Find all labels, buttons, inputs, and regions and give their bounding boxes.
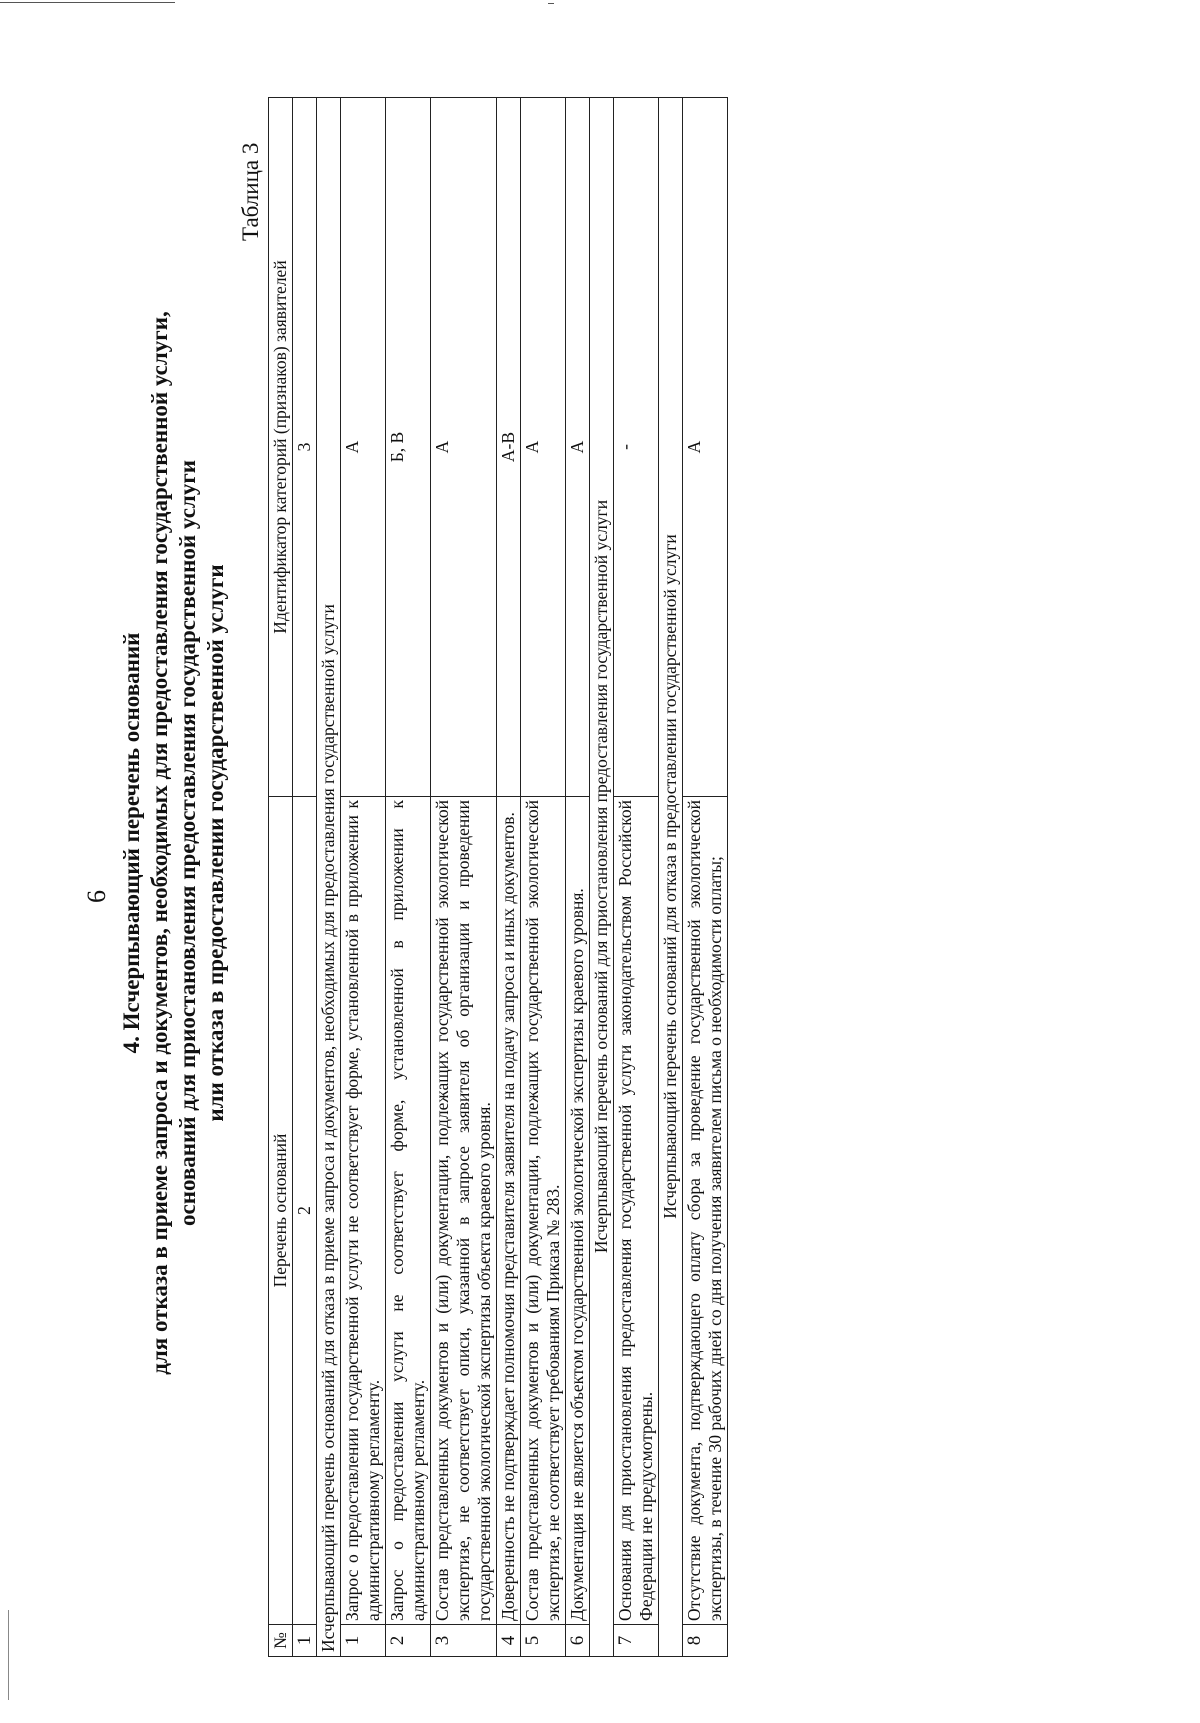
section-heading — [118, 153, 230, 1533]
row-category: А — [341, 98, 386, 797]
row-category: Б, В — [386, 98, 431, 797]
table-caption: Таблица 3 — [238, 142, 263, 241]
heading-line: или отказа в предоставлении государственной услуги — [203, 564, 228, 1122]
row-category: А — [683, 98, 728, 797]
heading-line: оснований для приостановления предоставления государственной услуги — [175, 459, 200, 1227]
section-title: Исчерпывающий перечень оснований для отказа в приеме запроса и документов, необходимых для предоставления государственной услуги — [317, 98, 341, 1657]
table-row — [683, 98, 728, 1657]
row-reason: Запрос о предоставлении услуги не соответствует форме, установленной в приложении к административному регламенту. — [386, 797, 431, 1625]
table-row — [521, 98, 566, 1657]
row-reason: Отсутствие документа, подтверждающего оплату сбора за проведение государственной экологической экспертизы, в течение 30 рабочих дней со дня получения заявителем письма о необходимости оплаты; — [683, 797, 728, 1625]
table-row — [386, 98, 431, 1657]
page-number: 6 — [82, 890, 111, 903]
row-number: 8 — [683, 1625, 728, 1657]
table-header-row — [269, 98, 293, 1657]
row-number: 5 — [521, 1625, 566, 1657]
column-number: 3 — [293, 98, 317, 797]
table-row — [614, 98, 659, 1657]
header-category: Идентификатор категорий (признаков) заявителей — [269, 98, 293, 797]
row-category: А — [566, 98, 590, 797]
row-reason: Запрос о предоставлении государственной услуги не соответствует форме, установленной в приложении к административному регламенту. — [341, 797, 386, 1625]
section-row — [590, 98, 614, 1657]
row-number: 7 — [614, 1625, 659, 1657]
table-row — [341, 98, 386, 1657]
row-number: 1 — [341, 1625, 386, 1657]
column-number: 1 — [293, 1625, 317, 1657]
row-number: 6 — [566, 1625, 590, 1657]
column-number-row — [293, 98, 317, 1657]
table-row — [497, 98, 521, 1657]
row-reason: Документация не является объектом государственной экологической экспертизы краевого уровня. — [566, 797, 590, 1625]
section-row — [317, 98, 341, 1657]
row-reason: Состав представленных документов и (или) документации, подлежащих государственной экологической экспертизе, не соответствует требованиям Приказа № 283. — [521, 797, 566, 1625]
row-category: А — [521, 98, 566, 797]
row-number: 3 — [431, 1625, 497, 1657]
section-row — [659, 98, 683, 1657]
section-title: Исчерпывающий перечень оснований для отказа в предоставлении государственной услуги — [659, 98, 683, 1657]
row-reason: Основания для приостановления предоставления государственной услуги законодательством Российской Федерации не предусмотрены. — [614, 797, 659, 1625]
row-category: А — [431, 98, 497, 797]
heading-line: 4. Исчерпывающий перечень оснований — [119, 632, 144, 1054]
grounds-table — [268, 97, 728, 1657]
column-number: 2 — [293, 797, 317, 1625]
heading-line: для отказа в приеме запроса и документов, необходимых для предоставления государственной услуги, — [147, 311, 172, 1375]
row-category: - — [614, 98, 659, 797]
row-reason: Доверенность не подтверждает полномочия представителя заявителя на подачу запроса и иных документов. — [497, 797, 521, 1625]
row-number: 4 — [497, 1625, 521, 1657]
header-number: № — [269, 1625, 293, 1657]
header-reasons: Перечень оснований — [269, 797, 293, 1625]
section-title: Исчерпывающий перечень оснований для приостановления предоставления государственной услуги — [590, 98, 614, 1657]
table-row — [431, 98, 497, 1657]
row-reason: Состав представленных документов и (или) документации, подлежащих государственной экологической экспертизе, не соответствует описи, указанной в запросе заявителя об организации и проведении государственной экологической экспертизы объекта краевого уровня. — [431, 797, 497, 1625]
row-category: А-В — [497, 98, 521, 797]
row-number: 2 — [386, 1625, 431, 1657]
table-row — [566, 98, 590, 1657]
